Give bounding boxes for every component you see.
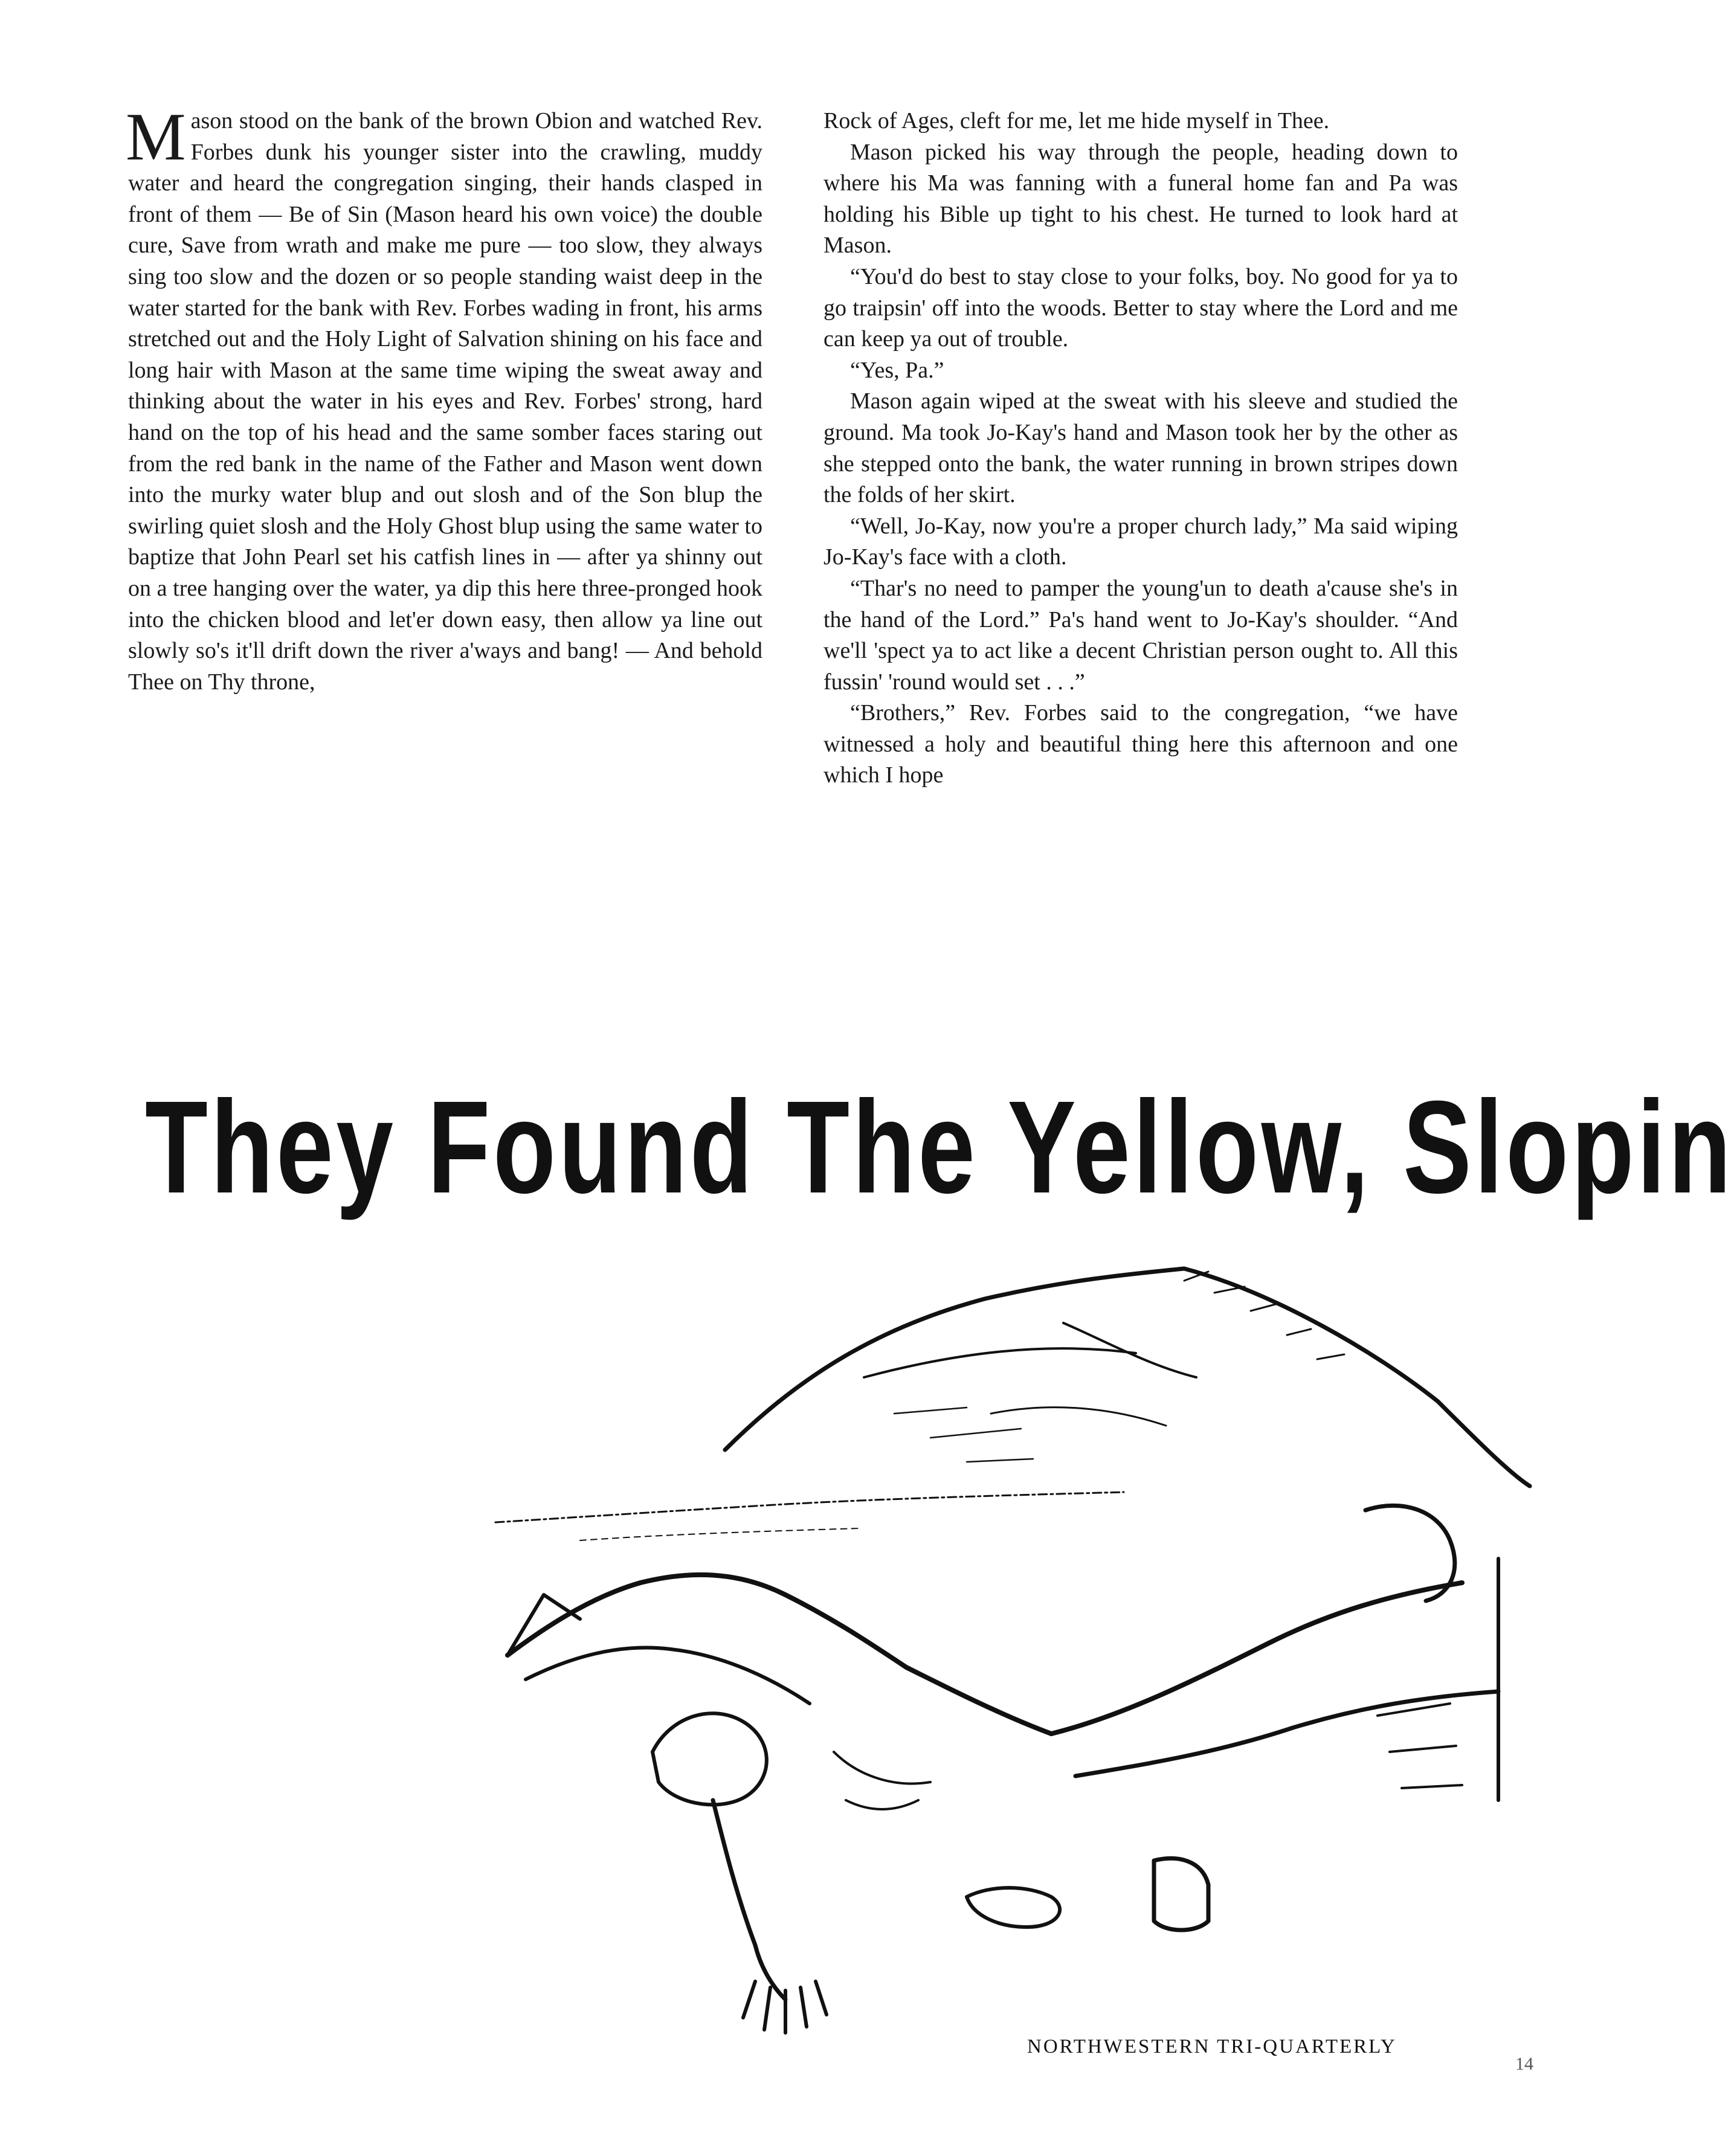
paragraph: Rock of Ages, cleft for me, let me hide myself in Thee. [823, 108, 1330, 134]
figure-head [653, 1713, 767, 1804]
paragraph: “Brothers,” Rev. Forbes said to the congregation, “we have witnessed a holy and beautiful thing here this afternoon and one which I hope [823, 700, 1458, 788]
shoe [967, 1888, 1060, 1927]
paragraph: “Thar's no need to pamper the young'un to death a'cause she's in the hand of the Lord.” Pa's hand went to Jo-Kay's shoulder. “And we'll 'spect ya to act like a decent Christian person ought to. All this fussin' 'round would set . . .” [823, 575, 1458, 695]
paragraph: “You'd do best to stay close to your folks, boy. No good for ya to go traipsin' off into the woods. Better to stay where the Lord and me can keep ya out of trouble. [823, 263, 1458, 352]
ground-line [495, 1492, 1124, 1522]
boot [1154, 1858, 1208, 1930]
sketch-illustration [471, 1257, 1530, 2042]
hill-ridge [864, 1348, 1136, 1377]
paragraph-text: ason stood on the bank of the brown Obion and watched Rev. Forbes dunk his younger sister into the crawling, muddy water and heard the congregation singing, their hands clasped in front of them — Be of Sin (Mason heard his own voice) the double cure, Save from wrath and make me pure — too slow, they always sing too slow and the dozen or so people standing waist deep in the water started for the bank with Rev. Forbes wading in front, his arms stretched out and the Holy Light of Salvation shining on his face and long hair with Mason at the same time wiping the sweat away and thinking about the water in his eyes and Rev. Forbes' strong, hard hand on the top of his head and the same somber faces staring out from the red bank in the name of the Father and Mason went down into the murky water blup and out slosh and of the Son blup the swirling quiet slosh and the Holy Ghost blup using the same water to baptize that John Pearl set his catfish lines in — after ya shinny out on a tree hanging over the water, ya dip this here three-pronged hook into the chicken blood and let'er down easy, then allow ya line out slowly so's it'll drift down the river a'ways and bang! — And behold Thee on Thy throne, [128, 108, 762, 695]
publication-footer: NORTHWESTERN TRI-QUARTERLY [1027, 2036, 1397, 2058]
hill-outline [725, 1269, 1530, 1486]
page-number: 14 [1515, 2054, 1533, 2074]
paragraph: Mason picked his way through the people, heading down to where his Ma was fanning with a funeral home fan and Pa was holding his Bible up tight to his chest. He turned to look hard at Mason. [823, 139, 1458, 259]
paragraph: “Well, Jo-Kay, now you're a proper church lady,” Ma said wiping Jo-Kay's face with a cloth. [823, 513, 1458, 570]
paragraph: Mason again wiped at the sweat with his sleeve and studied the ground. Ma took Jo-Kay's hand and Mason took her by the other as she stepped onto the bank, the water running in brown stripes down the folds of her skirt. [823, 388, 1458, 508]
right-text-column [823, 106, 1458, 791]
story-headline: They Found The Yellow, Slopin [145, 1074, 1734, 1221]
drop-cap: M [126, 100, 186, 175]
paragraph: “Yes, Pa.” [850, 357, 944, 383]
left-text-column [126, 100, 762, 698]
figure-arm [713, 1800, 785, 2000]
opening-paragraph [126, 100, 762, 698]
